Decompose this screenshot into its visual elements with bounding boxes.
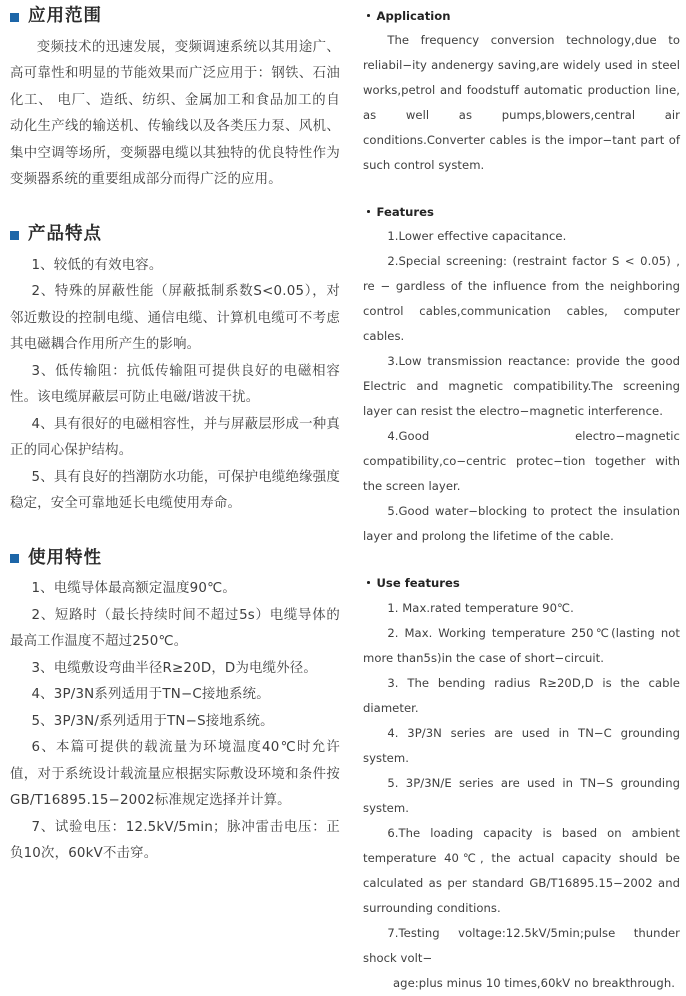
list-item: 4.Good electro−magnetic compatibility,co−centric protec−tion together with the screen layer. xyxy=(363,429,680,494)
list-item: 5、具有良好的挡潮防水功能，可保护电缆绝缘强度稳定，安全可靠地延长电缆使用寿命。 xyxy=(10,469,340,511)
list-item: 6.The loading capacity is based on ambient temperature 40℃, the actual capacity should be calculated as per standard GB/T16895.15−2002 and surrounding conditions. xyxy=(363,825,680,915)
section-heading-label: 使用特性 xyxy=(28,547,102,568)
list-item: 5、3P/3N/系列适用于TN−S接地系统。 xyxy=(31,713,274,729)
list-item: 3、电缆敷设弯曲半径R≥20D，D为电缆外径。 xyxy=(31,660,317,676)
list-item: 4、具有很好的电磁相容性，并与屏蔽层形成一种真正的同心保护结构。 xyxy=(10,416,340,458)
paragraph-application: The frequency conversion technology,due to reliabil−ity andenergy saving,are widely used in steel works,petrol and foodstuff automatic production line, as well as pumps,blowers,central air conditions.Converter cables is the impor−tant part of such control system. xyxy=(363,33,680,173)
blue-square-bullet-icon xyxy=(10,554,19,563)
section-application-scope xyxy=(10,6,340,194)
list-item: 1、较低的有效电容。 xyxy=(31,257,163,273)
section-heading-application-scope xyxy=(10,6,340,29)
dot-bullet-icon xyxy=(367,581,370,584)
section-application xyxy=(363,8,680,178)
section-use-features xyxy=(363,575,680,995)
dot-bullet-icon xyxy=(367,210,370,213)
section-product-features xyxy=(10,224,340,518)
list-item: 1. Max.rated temperature 90℃. xyxy=(387,600,574,615)
paragraph-application-scope: 变频技术的迅速发展，变频调速系统以其用途广、高可靠性和明显的节能效果而广泛应用于：钢铁、石油化工、 电厂、造纸、纺织、金属加工和食品加工的自动化生产线的输送机、传输线以及各类压力泵、风机、集中空调等场所，变频器电缆以其独特的优良特性作为变频器系统的重要组成部分而得广泛的应用。 xyxy=(10,39,340,188)
list-item: 1.Lower effective capacitance. xyxy=(387,229,567,244)
list-item: 3. The bending radius R≥20D,D is the cable diameter. xyxy=(363,675,680,715)
list-item: 2、特殊的屏蔽性能（屏蔽抵制系数S<0.05），对邻近敷设的控制电缆、通信电缆、计算机电缆可不考虑其电磁耦合作用所产生的影响。 xyxy=(10,284,340,352)
list-item: 5. 3P/3N/E series are used in TN−S grounding system. xyxy=(363,775,680,815)
section-heading-label: Features xyxy=(376,205,434,220)
spacer xyxy=(10,194,340,224)
list-item: 7.Testing voltage:12.5kV/5min;pulse thunder shock volt− xyxy=(363,925,680,965)
section-heading-label: 应用范围 xyxy=(28,6,102,26)
list-item: 2.Special screening: (restraint factor S < 0.05) , re − gardless of the influence from the neighboring control cables,communication cables, computer cables. xyxy=(363,254,680,344)
blue-square-bullet-icon xyxy=(10,231,19,240)
list-item: 1、电缆导体最高额定温度90℃。 xyxy=(31,581,236,597)
list-item: 2. Max. Working temperature 250℃(lasting not more than5s)in the case of short−circuit. xyxy=(363,625,680,665)
right-column-english xyxy=(355,0,686,996)
section-features xyxy=(363,204,680,549)
list-item: 5.Good water−blocking to protect the insulation layer and prolong the lifetime of the cable. xyxy=(363,504,680,544)
spacer xyxy=(363,178,680,204)
list-item: 4、3P/3N系列适用于TN−C接地系统。 xyxy=(31,687,270,703)
spacer xyxy=(363,549,680,575)
list-item: 3、低传输阻：抗低传输阻可提供良好的电磁相容性。该电缆屏蔽层可防止电磁/谐波干扰。 xyxy=(10,363,340,405)
section-heading-label: 产品特点 xyxy=(28,223,102,244)
list-item: 7、试验电压：12.5kV/5min；脉冲雷击电压：正负10次，60kV不击穿。 xyxy=(10,819,340,862)
section-heading-use-features xyxy=(363,575,680,591)
section-heading-application xyxy=(363,8,680,24)
section-use-characteristics xyxy=(10,548,340,868)
section-heading-label: Application xyxy=(376,9,451,23)
section-heading-label: Use features xyxy=(376,576,460,591)
left-column-chinese xyxy=(0,0,348,868)
blue-square-bullet-icon xyxy=(10,13,19,22)
dot-bullet-icon xyxy=(367,14,370,17)
list-item: 6、本篇可提供的载流量为环境温度40℃时允许值，对于系统设计载流量应根据实际敷设环境和条件按GB/T16895.15−2002标准规定选择并计算。 xyxy=(10,740,340,809)
list-item: 3.Low transmission reactance: provide the good Electric and magnetic compatibility.The screening layer can resist the electro−magnetic interference. xyxy=(363,354,680,419)
section-heading-use-characteristics xyxy=(10,548,340,571)
list-item: 2、短路时（最长持续时间不超过5s）电缆导体的最高工作温度不超过250℃。 xyxy=(10,607,340,650)
list-item: 4. 3P/3N series are used in TN−C grounding system. xyxy=(363,725,680,765)
spacer xyxy=(10,518,340,548)
section-heading-features xyxy=(363,204,680,220)
list-item-continuation: age:plus minus 10 times,60kV no breakthrough. xyxy=(393,975,675,990)
section-heading-product-features xyxy=(10,224,340,247)
